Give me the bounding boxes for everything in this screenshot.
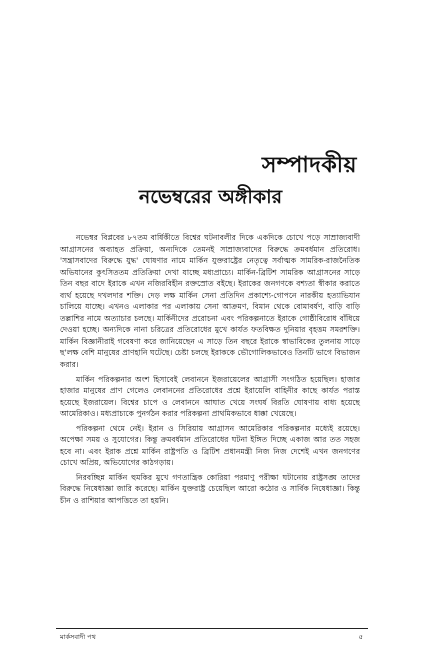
footer-publication-name: মার্কসবাদী পথ bbox=[60, 633, 96, 641]
paragraph: নভেম্বর বিপ্লবের ৮৭তম বার্ষিকীতে বিশ্বের ঘটনাবলীর দিকে একদিকে চোখে পড়ে সাম্রাজ্যবাদী আগ্রাসনের অব্যাহত প্রক্রিয়া, অন্যদিকে তেমনই সাম্রাজ্যবাদের বিরুদ্ধে ক্রমবর্ধমান প্রতিরোধ। 'সন্ত্রাসবাদের বিরুদ্ধে যুদ্ধ' ঘোষণার নামে মার্কিন যুক্তরাষ্ট্রের নেতৃত্বে সর্বাত্মক সামরিক-রাজনৈতিক অভিযানের কুৎসিততম প্রতিক্রিয়া দেখা যাচ্ছে মধ্যপ্রাচ্যে। মার্কিন-ব্রিটিশ সামরিক আগ্রাসনের সাড়ে তিন বছর বাদে ইরাকে এখন নজিরবিহীন রক্তস্রোত বইছে। ইরাকের জনগণকে বশ্যতা স্বীকার করাতে ব্যর্থ হয়েছে দখলদার শক্তি। দেড় লক্ষ মার্কিন সেনা প্রতিদিন প্রকাশ্যে-গোপনে নারকীয় হত্যাভিযান চালিয়ে যাচ্ছে। এখনও এলাকার পর এলাকায় সেনা আক্রমণ, বিমান থেকে বোমাবর্ষণ, বাড়ি বাড়ি তল্লাশির নামে অত্যাচার চলছে। মার্কিনীদের প্ররোচনা এবং পরিকল্পনাতে ইরাকে গোষ্ঠীবিরোধ বাঁধিয়ে দেওয়া হচ্ছে। অন্যদিকে নানা চরিত্রের প্রতিরোধের মুখে কার্যত ফতবিক্ষত দুনিয়ার বৃহত্তম সমরশক্তি। মার্কিন বিজ্ঞানীরাই গবেষণা করে জানিয়েছেন এ সাড়ে তিন বছরে ইরাকে স্বাভাবিকের তুলনায় সাড়ে ছ'লক্ষ বেশি মানুষের প্রাণহানি ঘটেছে। চেষ্টা চলছে ইরাককে ভৌগোলিকভাবেও তিনটি ভাগে বিভাজন করার। bbox=[60, 233, 360, 370]
paragraph: মার্কিন পরিকল্পনার অংশ হিসাবেই লেবাননে ইজরায়েলের আগ্রাসী সংগঠিত হয়েছিল। হাজার হাজার মানুষের প্রাণ গেলেও লেবাননের প্রতিরোধের প্রশ্নে ইরায়েলি বাহিনীর কাছে কার্যত পরাস্ত হয়েছে ইজরায়েল। বিশ্বের চাপে ও লেবাননে আঘাত খেয়ে সংঘর্ষ বিরতি ঘোষণায় বাধ্য হয়েছে আমেরিকাও। মধ্যপ্রাচ্যকে পুনর্গঠন করার পরিকল্পনা প্রাথমিকভাবে ধাক্কা খেয়েছে। bbox=[60, 374, 360, 419]
footer-divider bbox=[56, 628, 368, 629]
section-title: সম্পাদকীয় bbox=[261, 153, 357, 178]
paragraph: নিরবচ্ছিন্ন মার্কিন হুমকির মুখে গণতান্ত্রিক কোরিয়া পরমাণু পরীক্ষা ঘটানোয় রাষ্ট্রসঙ্ঘ তাদের বিরুদ্ধে নিষেধাজ্ঞা জারি করেছে। মার্কিন যুক্তরাষ্ট্র চেয়েছিল আরো কঠোর ও সার্বিক নিষেধাজ্ঞা। কিন্তু চীন ও রাশিয়ার আপত্তিতে তা হয়নি। bbox=[60, 472, 360, 506]
article-body bbox=[60, 232, 360, 510]
article-title: নভেম্বরের অঙ্গীকার bbox=[138, 186, 283, 208]
page-number: ৫ bbox=[358, 633, 363, 641]
paragraph: পরিকল্পনা থেমে নেই। ইরান ও সিরিয়ায় আগ্রাসন আমেরিকার পরিকল্পনার মধ্যেই রয়েছে। অপেক্ষা সময় ও সুযোগের। কিন্তু ক্রমবর্ধমান প্রতিরোধের ঘটনা ইঙ্গিত দিচ্ছে একাজ আর তত সহজ হবে না। এবং ইরাক প্রশ্নে মার্কিন রাষ্ট্রপতি ও ব্রিটিশ প্রধানমন্ত্রী নিজ নিজ দেশেই এখন জনগণের চোখে অপ্রিয়, অভিযোগের কাঠগড়ায়। bbox=[60, 423, 360, 468]
